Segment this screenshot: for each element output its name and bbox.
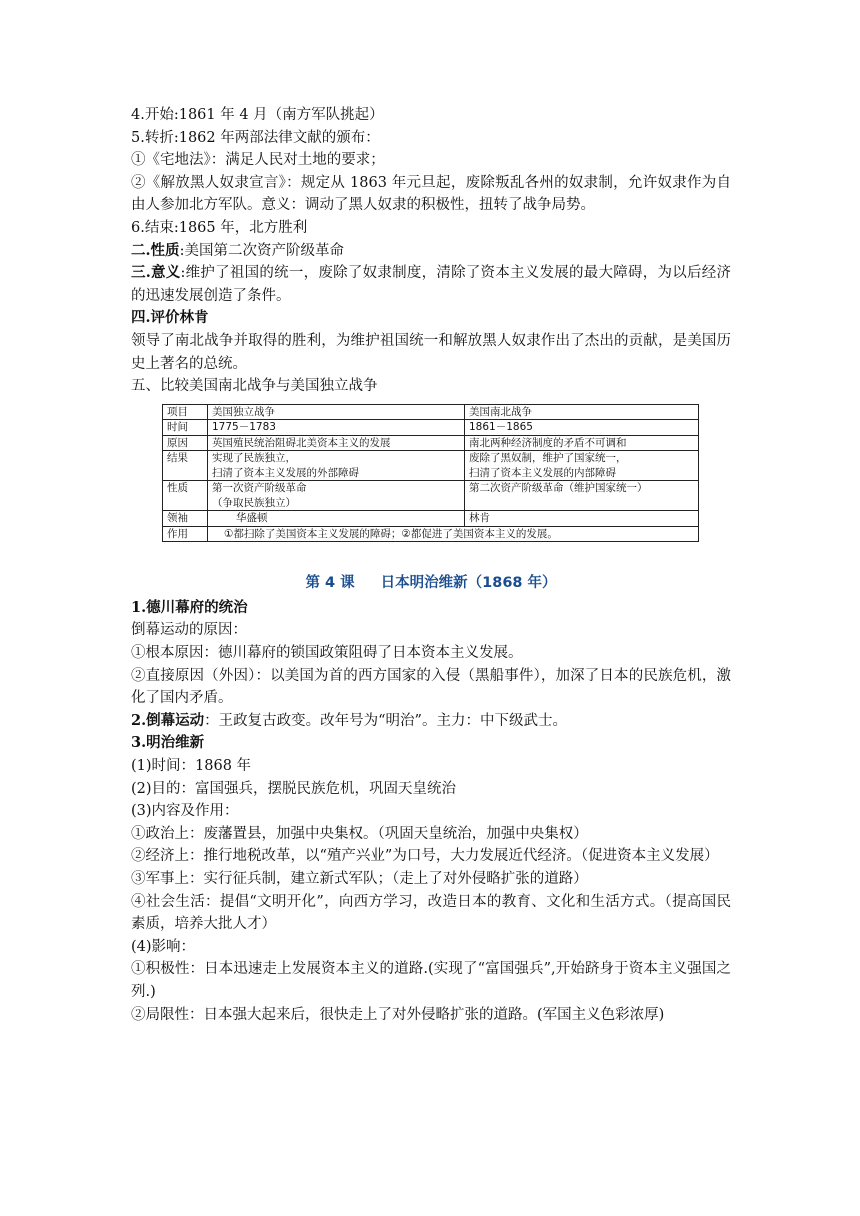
table-cell: 性质 — [163, 481, 208, 511]
meiji-content-line: (3)内容及作用： — [131, 803, 239, 820]
military-line: ③军事上：实行征兵制，建立新式军队；（走上了对外侵略扩张的道路） — [131, 870, 588, 887]
politics-line: ①政治上：废藩置县，加强中央集权。（巩固天皇统治，加强中央集权） — [131, 825, 588, 842]
meiji-time-line: (1)时间：1868 年 — [131, 757, 252, 774]
lesson-title — [131, 572, 731, 595]
nature-line: 二.性质:美国第二次资产阶级革命 — [131, 241, 344, 259]
table-cell: 南北两种经济制度的矛盾不可调和 — [465, 435, 699, 451]
table-cell: 第二次资产阶级革命（维护国家统一） — [465, 481, 699, 511]
table-row — [163, 451, 699, 481]
table-row — [163, 481, 699, 511]
society-line: ④社会生活：提倡“文明开化”，向西方学习，改造日本的教育、文化和生活方式。（提高国民素质，培养大批人才） — [131, 893, 731, 933]
direct-cause-line: ②直接原因（外因）：以美国为首的西方国家的入侵（黑船事件），加深了日本的民族危机，激化了国内矛盾。 — [131, 667, 731, 707]
table-cell: 英国殖民统治阻碍北美资本主义的发展 — [208, 435, 465, 451]
table-cell: 1861－1865 — [465, 420, 699, 436]
table-cell: 林肯 — [465, 511, 699, 527]
table-cell: 原因 — [163, 435, 208, 451]
table-cell: 实现了民族独立， 扫清了资本主义发展的外部障碍 — [208, 451, 465, 481]
table-header-row — [163, 404, 699, 420]
lesson-number: 第 4 课 — [305, 575, 355, 592]
table-cell: 结果 — [163, 451, 208, 481]
root-cause-line: ①根本原因：德川幕府的锁国政策阻碍了日本资本主义发展。 — [131, 645, 523, 661]
meiji-heading: 3.明治维新 — [131, 734, 205, 752]
comparison-heading: 五、比较美国南北战争与美国独立战争 — [131, 378, 378, 395]
comparison-table-wrap — [162, 404, 699, 543]
comparison-table — [162, 404, 699, 543]
overthrow-movement-line: 2.倒幕运动：王政复古政变。改年号为“明治”。主力：中下级武士。 — [131, 711, 567, 729]
lincoln-evaluation-line: 领导了南北战争并取得的胜利，为维护祖国统一和解放黑人奴隶作出了杰出的贡献，是美国历史上著名的总统。 — [131, 332, 731, 372]
table-cell: 美国南北战争 — [465, 404, 699, 420]
table-cell: 1775－1783 — [208, 420, 465, 436]
table-cell: 项目 — [163, 404, 208, 420]
significance-line: 三.意义:维护了祖国的统一，废除了奴隶制度，清除了资本主义发展的最大障碍，为以后经济的迅速发展创造了条件。 — [131, 264, 731, 304]
homestead-act-line: ①《宅地法》：满足人民对土地的要求； — [131, 152, 385, 169]
table-cell: 作用 — [163, 526, 208, 542]
meiji-section — [131, 597, 731, 1026]
table-row — [163, 511, 699, 527]
table-row — [163, 526, 699, 542]
limitation-line: ②局限性：日本强大起来后，很快走上了对外侵略扩张的道路。(军国主义色彩浓厚) — [131, 1006, 665, 1023]
table-cell: 华盛顿 — [208, 511, 465, 527]
table-cell: 时间 — [163, 420, 208, 436]
table-cell: 第一次资产阶级革命 （争取民族独立） — [208, 481, 465, 511]
turning-point-line: 5.转折:1862 年两部法律文献的颁布： — [131, 129, 380, 146]
civil-war-section — [131, 104, 731, 398]
table-cell: 领袖 — [163, 511, 208, 527]
meiji-purpose-line: (2)目的：富国强兵，摆脱民族危机，巩固天皇统治 — [131, 780, 457, 797]
impact-line: (4)影响： — [131, 938, 196, 955]
end-line: 6.结束:1865 年，北方胜利 — [131, 219, 308, 236]
overthrow-causes-line: 倒幕运动的原因： — [131, 622, 247, 639]
table-cell: 美国独立战争 — [208, 404, 465, 420]
table-cell: ①都扫除了美国资本主义发展的障碍；②都促进了美国资本主义的发展。 — [208, 526, 699, 542]
lesson-name: 日本明治维新（1868 年） — [380, 575, 557, 592]
table-cell: 废除了黑奴制，维护了国家统一， 扫清了资本主义发展的内部障碍 — [465, 451, 699, 481]
positive-impact-line: ①积极性：日本迅速走上发展资本主义的道路.(实现了“富国强兵”,开始跻身于资本主义强国之列.) — [131, 961, 731, 1000]
start-line: 4.开始:1861 年 4 月（南方军队挑起） — [131, 107, 384, 123]
document-page — [131, 104, 731, 1026]
lincoln-heading: 四.评价林肯 — [131, 309, 209, 327]
emancipation-line: ②《解放黑人奴隶宣言》：规定从 1863 年元旦起，废除叛乱各州的奴隶制，允许奴隶作为自由人参加北方军队。意义：调动了黑人奴隶的积极性，扭转了战争局势。 — [131, 174, 731, 214]
tokugawa-heading: 1.德川幕府的统治 — [131, 598, 248, 616]
economy-line: ②经济上：推行地税改革，以“殖产兴业”为口号，大力发展近代经济。（促进资本主义发展） — [131, 848, 719, 865]
table-row — [163, 420, 699, 436]
table-row — [163, 435, 699, 451]
